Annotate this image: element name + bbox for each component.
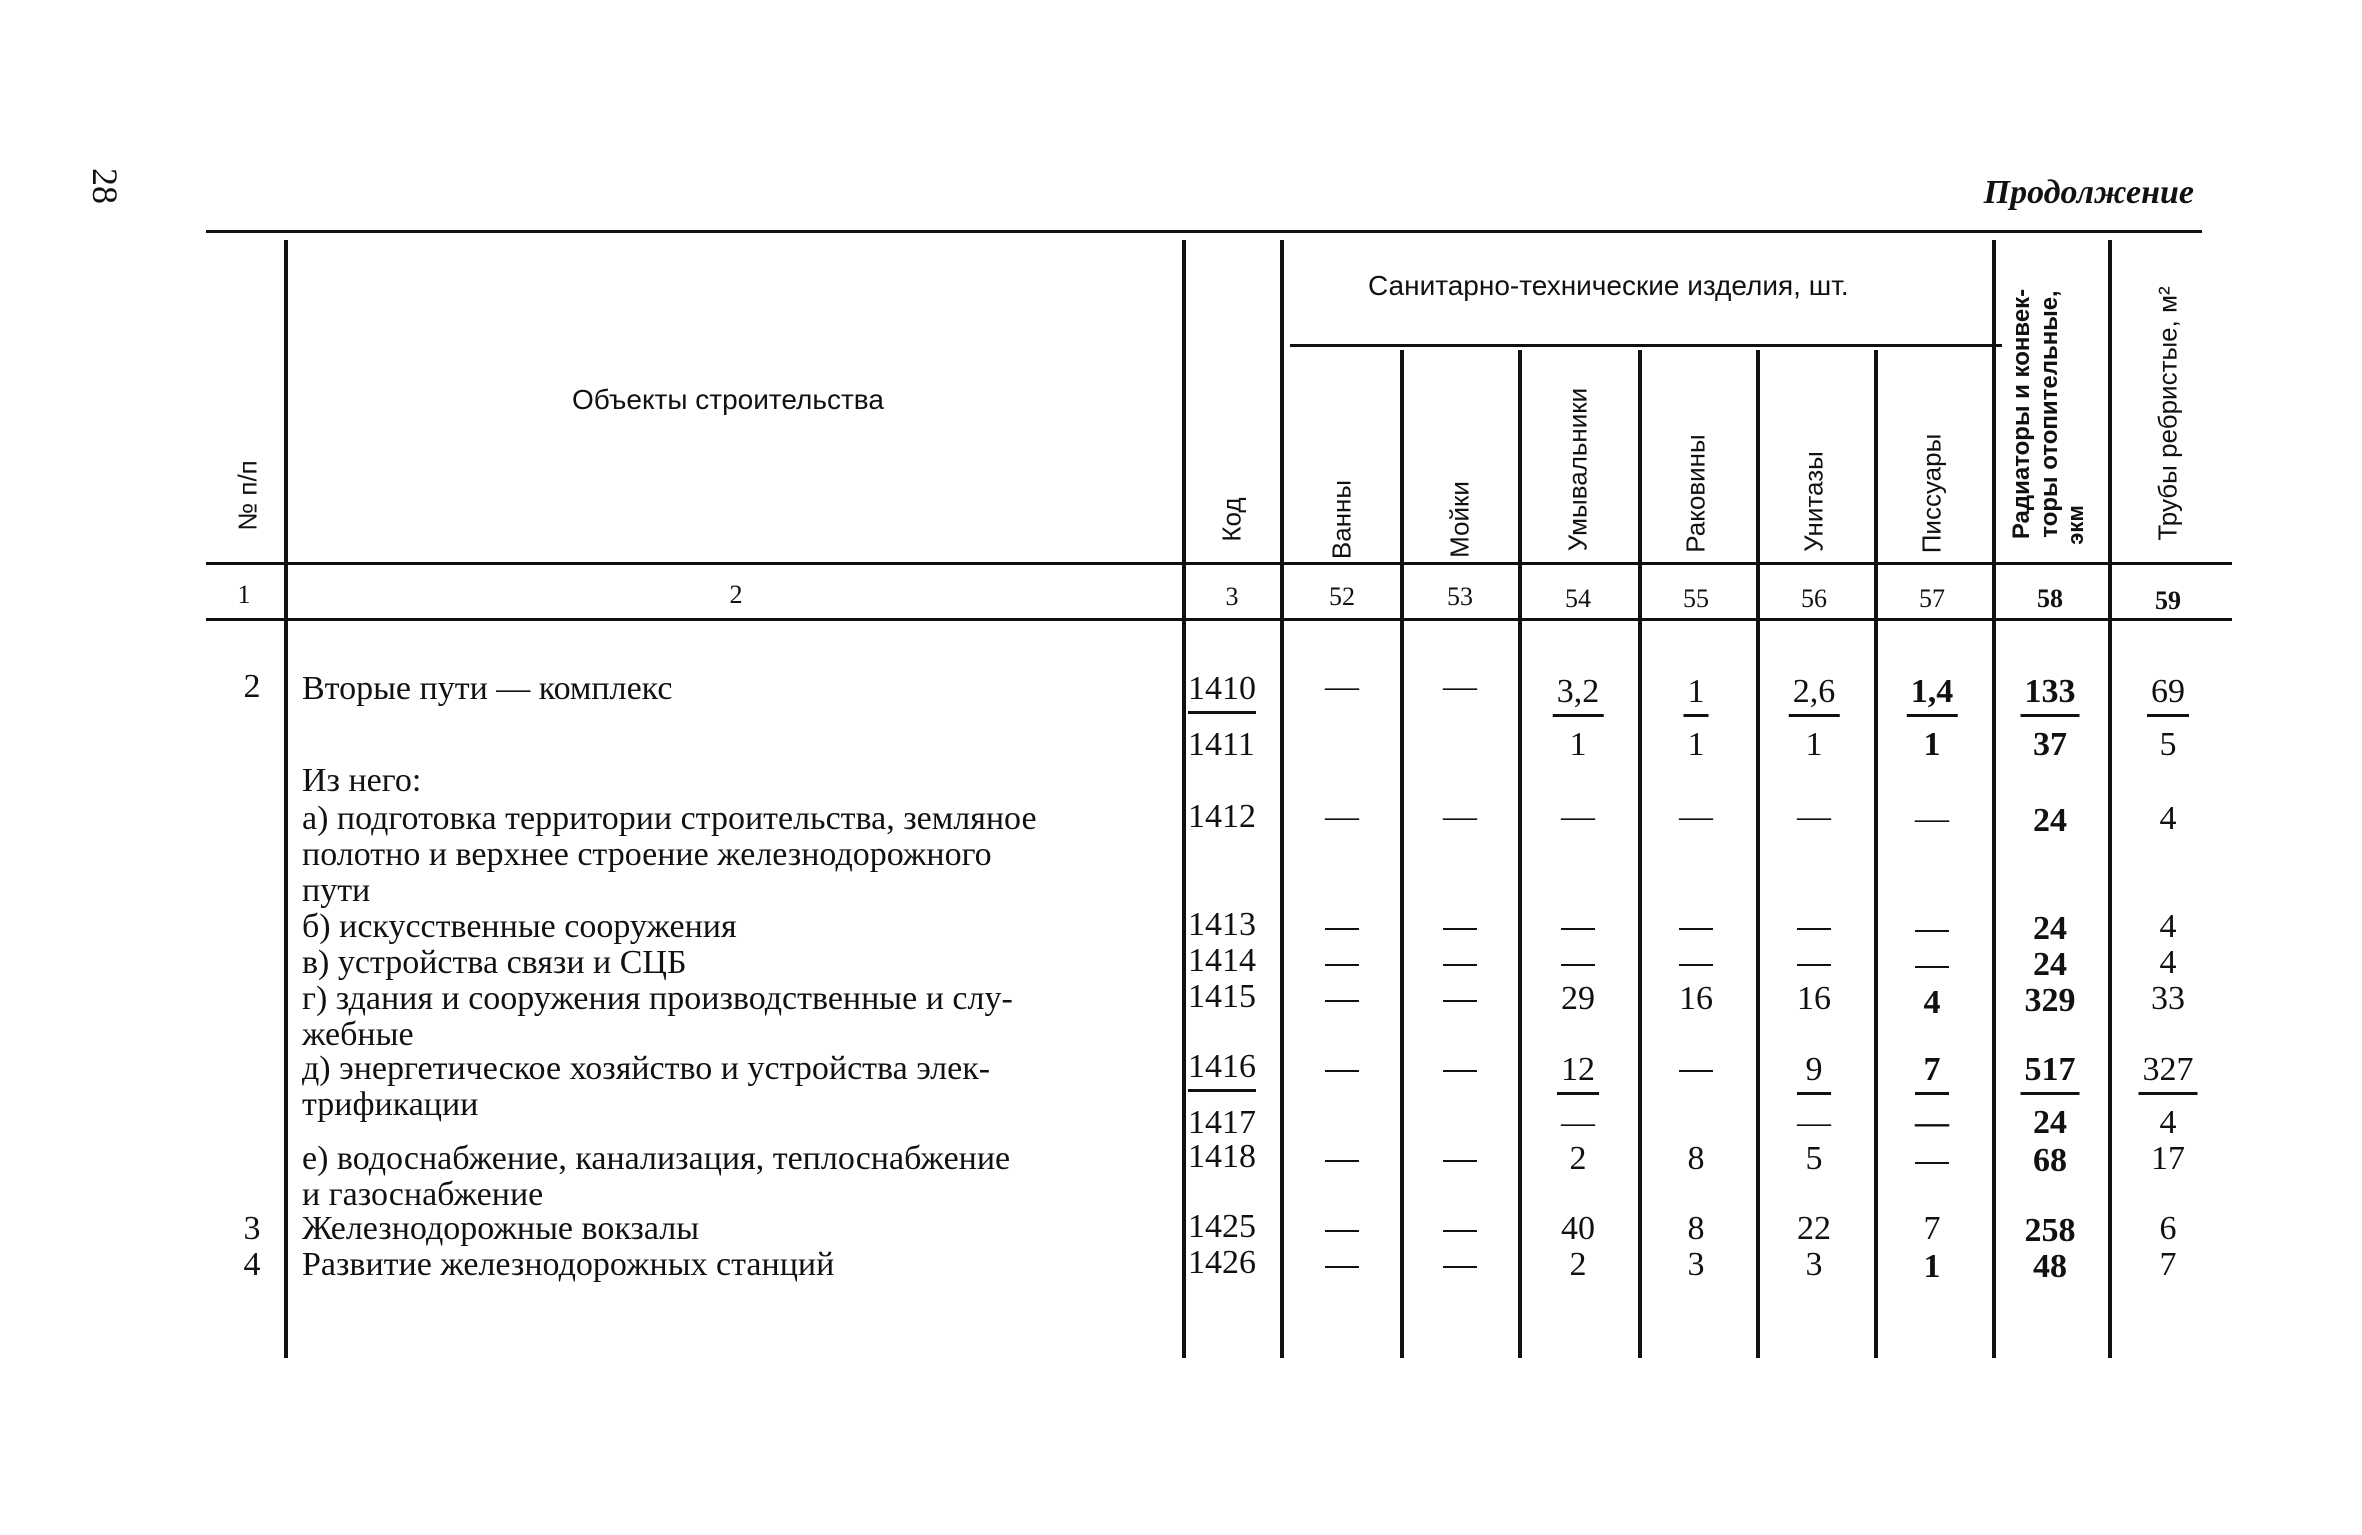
cell-fraction: $\frac{517}{24}$: [2021, 1050, 2080, 1143]
header-baths: Ванны: [1326, 479, 1357, 560]
cell-dash: —: [1797, 798, 1831, 835]
row-title: полотно и верхнее строение железнодорожного: [302, 836, 992, 873]
col-number: 3: [1225, 582, 1239, 611]
cell-dash: [1915, 966, 1949, 968]
col-number: 55: [1683, 584, 1709, 613]
row-code: 1414: [1188, 942, 1256, 979]
col-divider: [1756, 350, 1760, 1358]
cell-value: 8: [1687, 1210, 1705, 1247]
cell-value: 3: [1805, 1246, 1823, 1283]
header-radiators-3: экм: [2063, 505, 2088, 545]
cell-dash: [1325, 928, 1359, 930]
col-number: 2: [729, 580, 743, 609]
cell-fraction: $\frac{2,6}{1}$: [1789, 672, 1840, 765]
row-title: б) искусственные сооружения: [302, 908, 737, 945]
cell-value: 4: [2159, 908, 2177, 945]
row-code: 1413: [1188, 906, 1256, 943]
row-code: 1411: [1188, 726, 1255, 763]
cell-value: 2: [1569, 1246, 1587, 1283]
cell-value: 68: [2033, 1142, 2067, 1179]
cell-dash: [1325, 1230, 1359, 1232]
subheading: Из него:: [302, 762, 422, 799]
cell-fraction: 7 —: [1915, 1051, 1949, 1141]
row-code: 1416: [1188, 1048, 1256, 1086]
col-number: 56: [1801, 584, 1827, 613]
cell-dash: [1561, 928, 1595, 930]
cell-dash: [1915, 930, 1949, 932]
row-title: д) энергетическое хозяйство и устройства элек-: [302, 1050, 991, 1087]
header-pipes: Трубы ребристые, м²: [2152, 286, 2183, 541]
cell-dash: [1679, 928, 1713, 930]
cell-value: 4: [1923, 984, 1941, 1021]
header-objects: Объекты строительства: [572, 384, 884, 415]
col-divider: [1400, 350, 1404, 1358]
cell-value: 1: [1923, 1248, 1941, 1285]
cell-dash: [1325, 1266, 1359, 1268]
row-title: пути: [302, 872, 371, 909]
table-top-rule: [206, 230, 2202, 233]
row-title: Развитие железнодорожных станций: [302, 1246, 835, 1283]
header-washbasins: Умывальники: [1562, 387, 1593, 552]
row-code: 1417: [1188, 1104, 1256, 1141]
col-divider: [1518, 350, 1522, 1358]
cell-fraction: 12 —: [1557, 1050, 1599, 1143]
row-code: 1415: [1188, 978, 1256, 1015]
row-title: г) здания и сооружения производственные и слу-: [302, 980, 1013, 1017]
header-toilets: Унитазы: [1798, 451, 1829, 552]
cell-value: 40: [1561, 1210, 1595, 1247]
cell-value: 48: [2033, 1248, 2067, 1285]
cell-value: 24: [2033, 802, 2067, 839]
cell-dash: —: [1325, 798, 1359, 835]
cell-dash: —: [1443, 668, 1477, 705]
cell-dash: [1443, 1160, 1477, 1162]
cell-value: 7: [2159, 1246, 2177, 1283]
col-number: 52: [1329, 582, 1355, 611]
cell-dash: [1679, 964, 1713, 966]
row-code: 1418: [1188, 1138, 1256, 1175]
cell-value: 24: [2033, 910, 2067, 947]
cell-value: 22: [1797, 1210, 1831, 1247]
cell-dash: [1797, 964, 1831, 966]
row-code: 1412: [1188, 798, 1256, 835]
cell-dash: [1443, 1070, 1477, 1072]
group-header-rule: [1290, 344, 2002, 347]
cell-value: 33: [2151, 980, 2185, 1017]
cell-fraction: $\frac{69}{5}$: [2147, 672, 2189, 765]
col-divider: [1182, 240, 1186, 1358]
cell-dash: [1561, 964, 1595, 966]
row-code: 1425: [1188, 1208, 1256, 1245]
cell-dash: [1443, 928, 1477, 930]
colnum-bottom-rule: [206, 618, 2232, 621]
cell-value: 7: [1923, 1210, 1941, 1247]
header-bottom-rule: [206, 562, 2232, 565]
cell-fraction: 9 —: [1797, 1051, 1831, 1141]
cell-value: 8: [1687, 1140, 1705, 1177]
col-divider: [1992, 240, 1996, 1358]
row-code: 1410: [1188, 670, 1256, 708]
cell-dash: [1325, 1070, 1359, 1072]
cell-value: 258: [2024, 1212, 2076, 1249]
col-divider: [2108, 240, 2112, 1358]
cell-dash: [1325, 1000, 1359, 1002]
cell-value: 29: [1561, 980, 1595, 1017]
row-number: 4: [243, 1246, 261, 1283]
col-number: 54: [1565, 584, 1591, 613]
header-urinals: Писсуары: [1916, 433, 1947, 554]
cell-fraction: $\frac{1,4}{1}$: [1907, 672, 1958, 765]
cell-value: 5: [1805, 1140, 1823, 1177]
header-num: № п/п: [232, 460, 263, 531]
cell-value: 6: [2159, 1210, 2177, 1247]
cell-fraction: $\frac{133}{37}$: [2021, 672, 2080, 765]
row-title: трификации: [302, 1086, 479, 1123]
cell-fraction: $\frac{327}{4}$: [2139, 1050, 2198, 1143]
row-code: 1426: [1188, 1244, 1256, 1281]
page-number: 28: [85, 168, 125, 204]
header-sanitary-group: Санитарно-технические изделия, шт.: [1368, 270, 1849, 301]
cell-dash: —: [1561, 798, 1595, 835]
cell-value: 16: [1679, 980, 1713, 1017]
col-number: 58: [2037, 584, 2063, 613]
col-number: 59: [2155, 586, 2181, 615]
header-radiators-1: Радиаторы и конвек-: [2008, 288, 2035, 540]
cell-dash: [1443, 1230, 1477, 1232]
col-number: 57: [1919, 584, 1945, 613]
cell-dash: [1325, 964, 1359, 966]
cell-fraction: $\frac{3,2}{1}$: [1553, 672, 1604, 765]
row-number: 3: [243, 1210, 261, 1247]
row-title: Железнодорожные вокзалы: [302, 1210, 700, 1247]
row-title: жебные: [302, 1016, 414, 1053]
cell-dash: [1443, 964, 1477, 966]
cell-dash: —: [1679, 798, 1713, 835]
col-divider: [1638, 350, 1642, 1358]
cell-dash: —: [1915, 800, 1949, 837]
cell-fraction: $\frac{1}{1}$: [1684, 672, 1709, 765]
cell-dash: [1679, 1070, 1713, 1072]
cell-dash: [1325, 1160, 1359, 1162]
continuation-label: Продолжение: [1983, 174, 2194, 211]
cell-value: 4: [2159, 944, 2177, 981]
col-divider: [284, 240, 288, 1358]
row-title: и газоснабжение: [302, 1176, 544, 1213]
row-title: е) водоснабжение, канализация, теплоснабжение: [302, 1140, 1011, 1177]
cell-value: 17: [2151, 1140, 2185, 1177]
cell-value: 4: [2159, 800, 2177, 837]
cell-dash: —: [1443, 798, 1477, 835]
header-sinks: Мойки: [1444, 481, 1475, 558]
col-number: 1: [237, 580, 251, 609]
cell-value: 2: [1569, 1140, 1587, 1177]
header-radiators-2: торы отопительные,: [2036, 290, 2063, 538]
row-title: Вторые пути — комплекс: [302, 670, 673, 707]
cell-value: 3: [1687, 1246, 1705, 1283]
cell-dash: [1443, 1266, 1477, 1268]
cell-dash: [1797, 928, 1831, 930]
cell-value: 16: [1797, 980, 1831, 1017]
header-code: Код: [1216, 497, 1247, 542]
cell-dash: —: [1325, 668, 1359, 705]
row-number: 2: [243, 668, 261, 705]
header-basins: Раковины: [1680, 434, 1711, 553]
cell-dash: [1915, 1162, 1949, 1164]
col-number: 53: [1447, 582, 1473, 611]
col-divider: [1874, 350, 1878, 1358]
cell-value: 329: [2024, 982, 2076, 1019]
cell-value: 24: [2033, 946, 2067, 983]
row-title: а) подготовка территории строительства, земляное: [302, 800, 1037, 837]
col-divider: [1280, 240, 1284, 1358]
row-title: в) устройства связи и СЦБ: [302, 944, 687, 981]
cell-dash: [1443, 1000, 1477, 1002]
